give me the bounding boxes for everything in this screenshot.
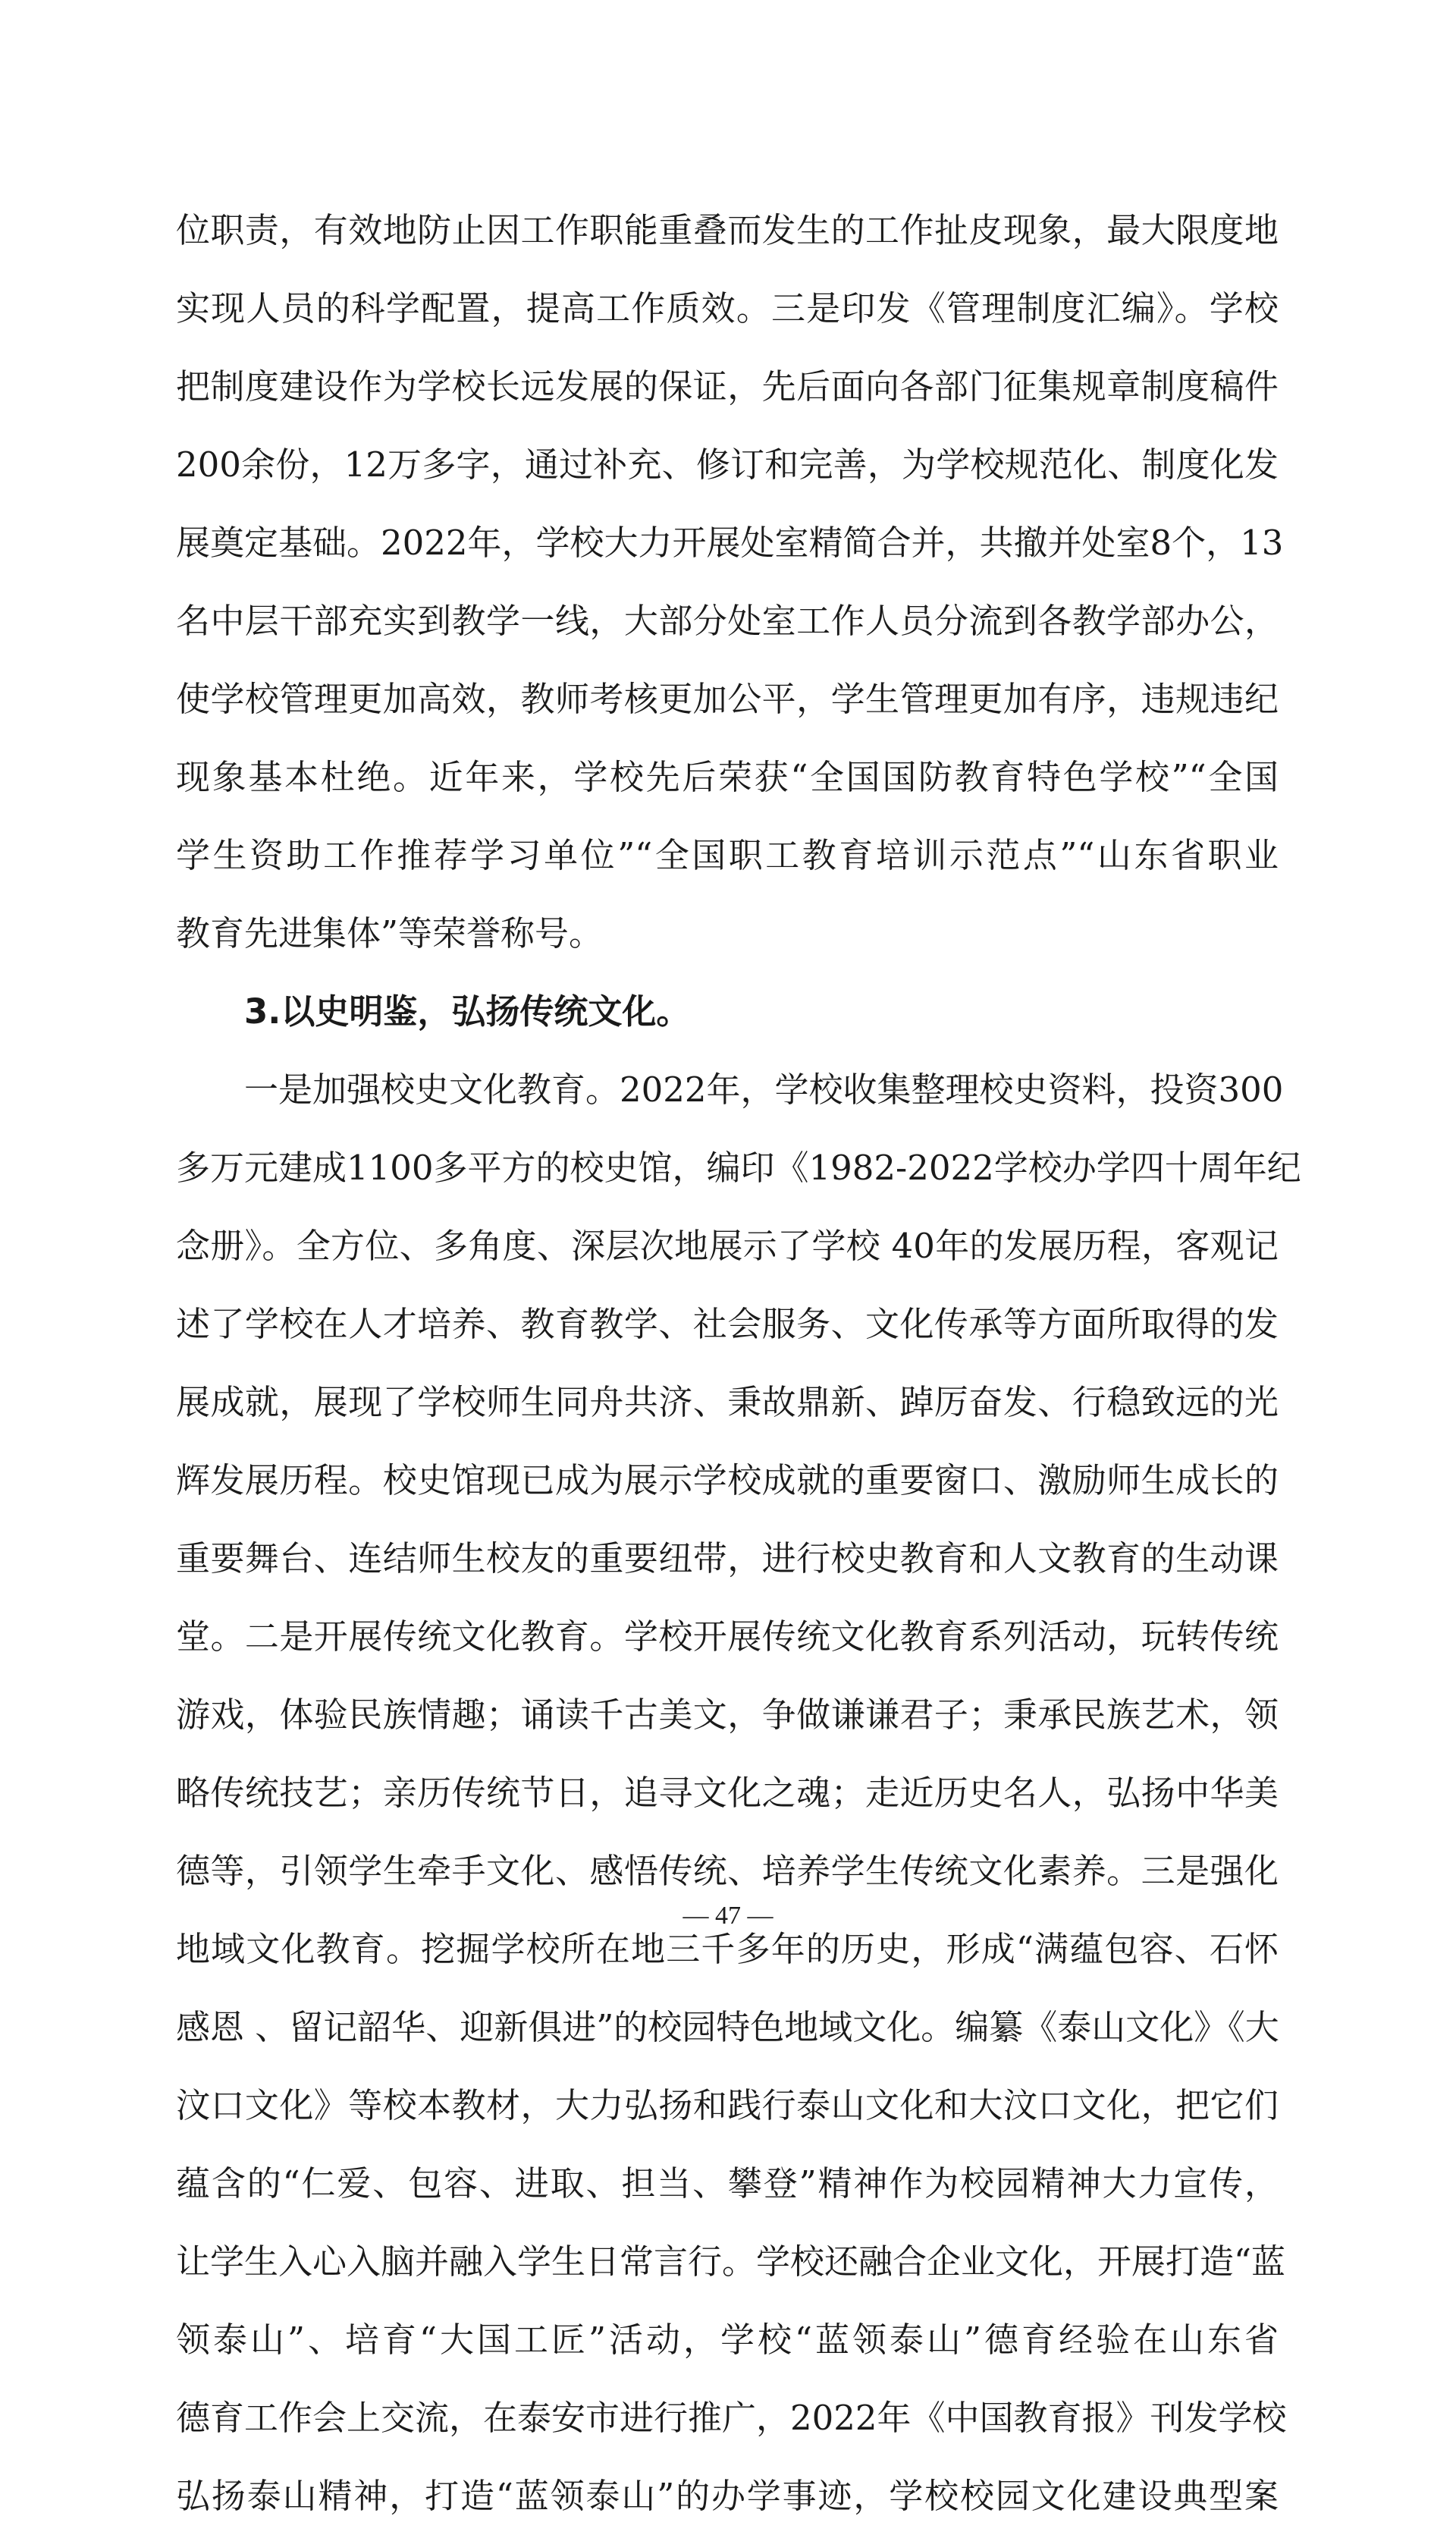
text-line: 德育工作会上交流，在泰安市进行推广，2022年《中国教育报》刊发学校 <box>176 2398 1287 2438</box>
text-line: 重要舞台、连结师生校友的重要纽带，进行校史教育和人文教育的生动课 <box>176 1538 1279 1578</box>
text-line: 述了学校在人才培养、教育教学、社会服务、文化传承等方面所取得的发 <box>176 1304 1279 1344</box>
text-line: 一是加强校史文化教育。2022年，学校收集整理校史资料，投资300 <box>244 1070 1284 1110</box>
text-line: 使学校管理更加高效，教师考核更加公平，学生管理更加有序，违规违纪 <box>176 679 1279 719</box>
text-line: 教育先进集体”等荣誉称号。 <box>176 913 604 953</box>
text-line: 汶口文化》等校本教材，大力弘扬和践行泰山文化和大汶口文化，把它们 <box>176 2085 1279 2125</box>
document-body <box>176 191 1301 2535</box>
text-line: 德等，引领学生牵手文化、感悟传统、培养学生传统文化素养。三是强化 <box>176 1851 1279 1891</box>
text-line: 展奠定基础。2022年，学校大力开展处室精简合并，共撤并处室8个，13 <box>176 523 1284 563</box>
text-line: 让学生入心入脑并融入学生日常言行。学校还融合企业文化，开展打造“蓝 <box>176 2241 1286 2282</box>
section-heading: 3.以史明鉴，弘扬传统文化。 <box>244 991 691 1032</box>
text-line: 蕴含的“仁爱、包容、进取、担当、攀登”精神作为校园精神大力宣传， <box>176 2163 1279 2204</box>
text-line: 领泰山”、培育“大国工匠”活动，学校“蓝领泰山”德育经验在山东省 <box>176 2320 1279 2360</box>
text-line: 位职责，有效地防止因工作职能重叠而发生的工作扯皮现象，最大限度地 <box>176 210 1279 250</box>
text-line: 辉发展历程。校史馆现已成为展示学校成就的重要窗口、激励师生成长的 <box>176 1460 1279 1500</box>
text-line: 200余份，12万多字，通过补充、修订和完善，为学校规范化、制度化发 <box>176 444 1279 485</box>
text-line: 实现人员的科学配置，提高工作质效。三是印发《管理制度汇编》。学校 <box>176 288 1279 328</box>
text-line: 堂。二是开展传统文化教育。学校开展传统文化教育系列活动，玩转传统 <box>176 1616 1279 1657</box>
text-line: 地域文化教育。挖掘学校所在地三千多年的历史，形成“满蕴包容、石怀 <box>176 1929 1279 1969</box>
text-line: 学生资助工作推荐学习单位”“全国职工教育培训示范点”“山东省职业 <box>176 835 1279 875</box>
page-number: — 47 — <box>682 1902 774 1930</box>
text-line: 弘扬泰山精神，打造“蓝领泰山”的办学事迹，学校校园文化建设典型案 <box>176 2476 1279 2516</box>
text-line: 游戏，体验民族情趣；诵读千古美文，争做谦谦君子；秉承民族艺术，领 <box>176 1695 1279 1735</box>
text-line: 现象基本杜绝。近年来，学校先后荣获“全国国防教育特色学校”“全国 <box>176 757 1279 797</box>
text-line: 名中层干部充实到教学一线，大部分处室工作人员分流到各教学部办公， <box>176 601 1279 641</box>
text-line: 略传统技艺；亲历传统节日，追寻文化之魂；走近历史名人，弘扬中华美 <box>176 1773 1279 1813</box>
text-line: 把制度建设作为学校长远发展的保证，先后面向各部门征集规章制度稿件 <box>176 366 1279 407</box>
text-line: 展成就，展现了学校师生同舟共济、秉故鼎新、踔厉奋发、行稳致远的光 <box>176 1382 1279 1422</box>
text-line: 多万元建成1100多平方的校史馆，编印《1982-2022学校办学四十周年纪 <box>176 1148 1301 1188</box>
text-line: 感恩 、留记韶华、迎新俱进”的校园特色地域文化。编纂《泰山文化》《大 <box>176 2007 1279 2047</box>
text-line: 念册》。全方位、多角度、深层次地展示了学校 40年的发展历程，客观记 <box>176 1226 1279 1266</box>
